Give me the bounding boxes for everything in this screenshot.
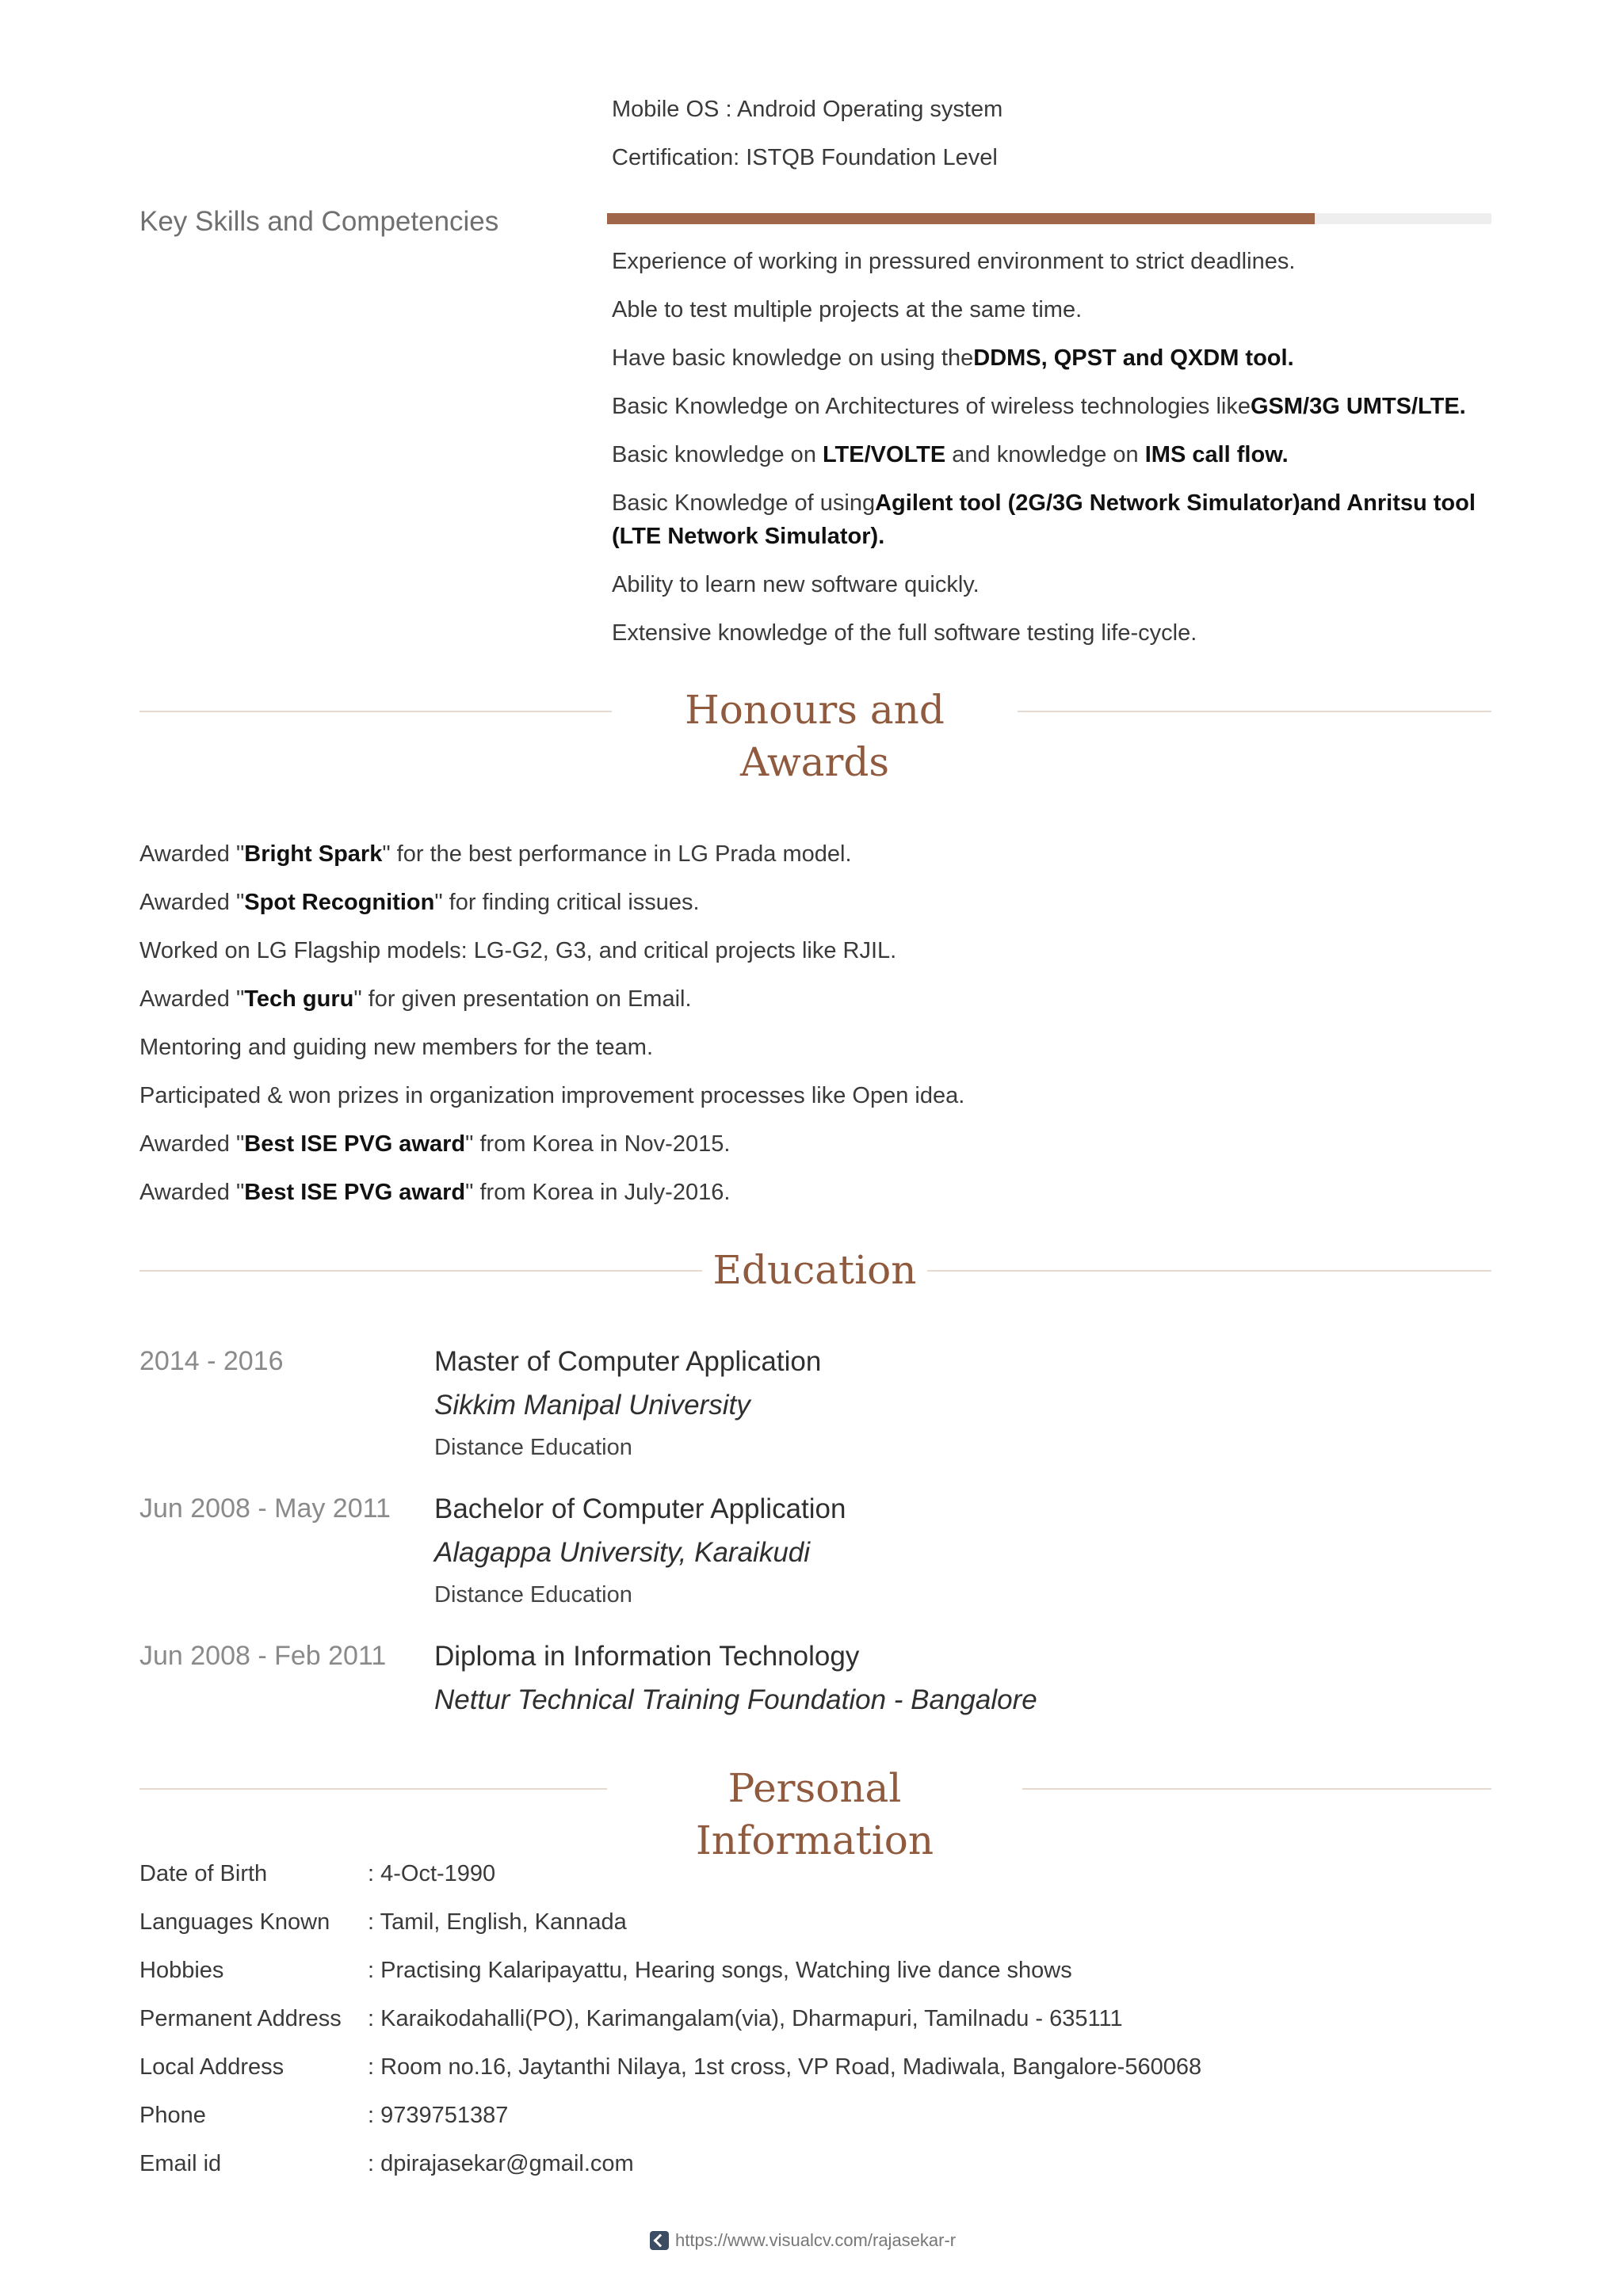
text: " from Korea in July-2016.: [465, 1180, 731, 1205]
info-value: : 9739751387: [368, 2103, 509, 2128]
bold-text: Agilent tool (2G/3G Network Simulator)and Anritsu tool: [875, 490, 1476, 516]
text: Basic knowledge on: [612, 442, 823, 467]
education-degree: Master of Computer Application: [434, 1346, 822, 1377]
honour-item: [139, 1080, 964, 1112]
footer-url[interactable]: https://www.visualcv.com/rajasekar-r: [675, 2230, 957, 2250]
text: Awarded ": [139, 890, 245, 915]
honour-item: [139, 1177, 730, 1208]
text: Awarded ": [139, 1180, 245, 1205]
info-label: Languages Known: [139, 1909, 330, 1935]
text: Extensive knowledge of the full software testing life-cycle.: [612, 620, 1197, 646]
text: Awarded ": [139, 841, 245, 867]
text: Awarded ": [139, 1131, 245, 1157]
text: Basic Knowledge on Architectures of wireless technologies like: [612, 394, 1251, 419]
education-degree: Bachelor of Computer Application: [434, 1493, 846, 1524]
honours-heading-line1: Honours and: [685, 687, 945, 733]
key-skills-title: Key Skills and Competencies: [139, 206, 499, 237]
text: Experience of working in pressured environment to strict deadlines.: [612, 249, 1296, 274]
bold-text: Best ISE PVG award: [244, 1131, 466, 1157]
certification-line: Certification: ISTQB Foundation Level: [612, 145, 998, 170]
text: " for finding critical issues.: [434, 890, 700, 915]
text: " from Korea in Nov-2015.: [465, 1131, 731, 1157]
education-school: Nettur Technical Training Foundation - Bangalore: [434, 1684, 1037, 1715]
text: Participated & won prizes in organization improvement processes like Open idea.: [139, 1083, 965, 1108]
info-label: Phone: [139, 2103, 206, 2128]
honour-item: [139, 935, 896, 967]
text: " for given presentation on Email.: [353, 986, 692, 1012]
text: Worked on LG Flagship models: LG-G2, G3, and critical projects like RJIL.: [139, 938, 897, 963]
skill-item: [612, 569, 980, 601]
text: Awarded ": [139, 986, 245, 1012]
skill-item: [612, 391, 1466, 422]
skill-item: [612, 246, 1295, 277]
info-value: : Practising Kalaripayattu, Hearing songs, Watching live dance shows: [368, 1958, 1072, 1983]
honour-item: [139, 983, 692, 1015]
honours-heading-line2: Awards: [739, 739, 890, 785]
info-value: : dpirajasekar@gmail.com: [368, 2151, 634, 2176]
skill-item: [612, 521, 884, 552]
bold-text: Spot Recognition: [244, 890, 435, 915]
info-value: : 4-Oct-1990: [368, 1861, 496, 1886]
education-school: Sikkim Manipal University: [434, 1390, 750, 1421]
footer: [650, 2229, 956, 2252]
honour-item: [139, 887, 700, 918]
bold-text: DDMS, QPST and QXDM tool.: [973, 345, 1294, 371]
education-degree: Diploma in Information Technology: [434, 1641, 860, 1672]
bold-text: LTE/VOLTE: [823, 442, 946, 467]
info-label: Email id: [139, 2151, 222, 2176]
honour-item: [139, 838, 852, 870]
education-note: Distance Education: [434, 1582, 632, 1608]
education-date: Jun 2008 - May 2011: [139, 1493, 391, 1524]
bold-text: IMS call flow.: [1144, 442, 1289, 467]
honours-heading: [612, 684, 1018, 788]
text: Basic Knowledge of using: [612, 490, 876, 516]
info-value: : Tamil, English, Kannada: [368, 1909, 627, 1935]
skill-item: [612, 439, 1289, 471]
honour-item: [139, 1128, 730, 1160]
text: " for the best performance in LG Prada model.: [382, 841, 852, 867]
skill-item: [612, 617, 1197, 649]
skill-level-fill: [607, 213, 1315, 224]
text: Mentoring and guiding new members for the team.: [139, 1035, 654, 1060]
skill-item: [612, 294, 1082, 326]
bold-text: Tech guru: [244, 986, 354, 1012]
honour-item: [139, 1032, 653, 1063]
skill-level-bar: [607, 213, 1491, 224]
bold-text: (LTE Network Simulator).: [612, 524, 885, 549]
skill-item: [612, 342, 1294, 374]
info-label: Hobbies: [139, 1958, 224, 1983]
education-date: 2014 - 2016: [139, 1346, 284, 1376]
info-label: Permanent Address: [139, 2006, 342, 2031]
visualcv-logo-icon: [650, 2231, 669, 2250]
bold-text: Bright Spark: [244, 841, 383, 867]
info-label: Date of Birth: [139, 1861, 268, 1886]
text: and knowledge on: [945, 442, 1145, 467]
bold-text: Best ISE PVG award: [244, 1180, 466, 1205]
text: Able to test multiple projects at the same time.: [612, 297, 1083, 322]
education-note: Distance Education: [434, 1435, 632, 1460]
text: Ability to learn new software quickly.: [612, 572, 980, 597]
skill-item: [612, 487, 1476, 519]
mobile-os-line: Mobile OS : Android Operating system: [612, 97, 1003, 122]
education-heading: Education: [702, 1244, 927, 1296]
education-school: Alagappa University, Karaikudi: [434, 1537, 811, 1568]
info-value: : Karaikodahalli(PO), Karimangalam(via), Dharmapuri, Tamilnadu - 635111: [368, 2006, 1123, 2031]
info-value: : Room no.16, Jaytanthi Nilaya, 1st cross, VP Road, Madiwala, Bangalore-560068: [368, 2054, 1202, 2080]
personal-heading: Personal Information: [607, 1762, 1022, 1867]
education-date: Jun 2008 - Feb 2011: [139, 1641, 387, 1671]
bold-text: GSM/3G UMTS/LTE.: [1250, 394, 1466, 419]
info-label: Local Address: [139, 2054, 285, 2080]
text: Have basic knowledge on using the: [612, 345, 974, 371]
